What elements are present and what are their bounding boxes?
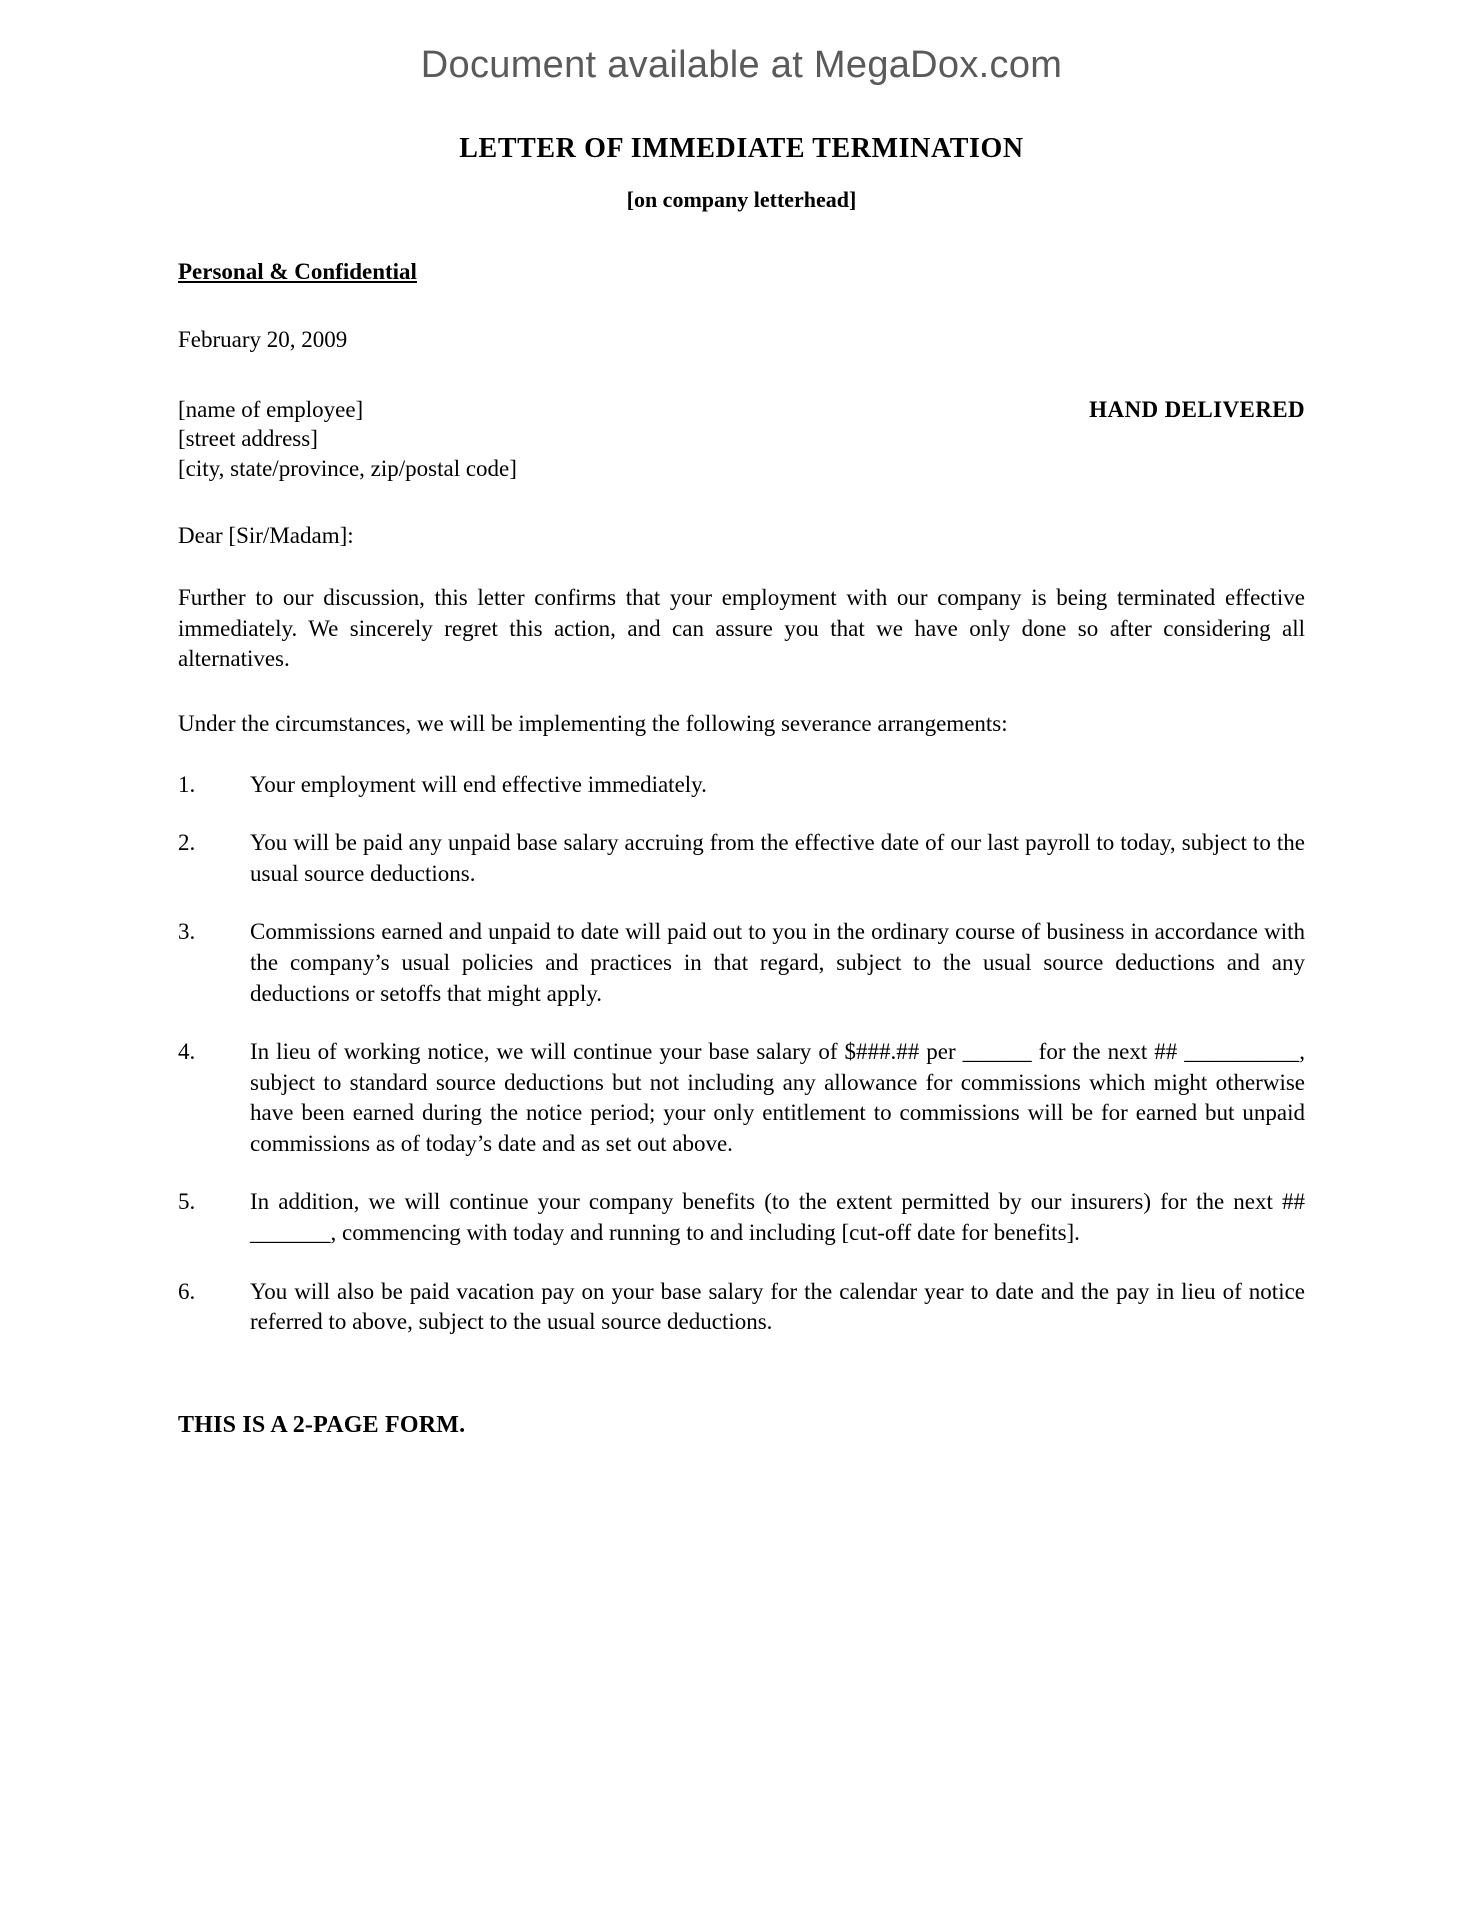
list-item-number: 5. <box>178 1189 196 1215</box>
list-item <box>178 917 1305 1009</box>
site-watermark: Document available at MegaDox.com <box>420 44 1063 86</box>
list-item-number: 2. <box>178 830 196 856</box>
list-item-text: In lieu of working notice, we will continue your base salary of $###.## per ______ for the next ## __________, subject to standard source deductions but not including any allowance for commissions which might otherwise have been earned during the notice period; your only entitlement to commissions will be for earned but unpaid commissions as of today’s date and as set out above. <box>250 1039 1305 1156</box>
list-item-text: Your employment will end effective immediately. <box>250 771 707 797</box>
form-length-note: THIS IS A 2-PAGE FORM. <box>178 1411 466 1438</box>
list-item <box>178 828 1305 889</box>
letter-date: February 20, 2009 <box>178 327 348 352</box>
page-subtitle: [on company letterhead] <box>626 187 857 212</box>
list-item <box>178 1277 1305 1338</box>
body-paragraph-2: Under the circumstances, we will be implementing the following severance arrangements: <box>178 711 1008 737</box>
list-item-text: You will also be paid vacation pay on your base salary for the calendar year to date and the pay in lieu of notice referred to above, subject to the usual source deductions. <box>250 1278 1305 1335</box>
recipient-name: [name of employee] <box>178 397 364 422</box>
list-item-number: 4. <box>178 1039 196 1065</box>
list-item-text: In addition, we will continue your company benefits (to the extent permitted by our insurers) for the next ## _______, commencing with today and running to and including [cut-off date for benefits]. <box>250 1189 1305 1245</box>
recipient-city-state-zip: [city, state/province, zip/postal code] <box>178 455 517 481</box>
list-item-text: You will be paid any unpaid base salary accruing from the effective date of our last payroll to today, subject to the usual source deductions. <box>250 830 1305 886</box>
list-item-number: 6. <box>178 1278 196 1304</box>
recipient-street: [street address] <box>178 426 318 452</box>
page-title: LETTER OF IMMEDIATE TERMINATION <box>459 133 1024 164</box>
list-item-number: 1. <box>178 771 196 797</box>
list-item <box>178 770 1305 801</box>
salutation: Dear [Sir/Madam]: <box>178 523 354 549</box>
document-body <box>0 133 1483 1439</box>
list-item-text: Commissions earned and unpaid to date will paid out to you in the ordinary course of business in accordance with the company’s usual policies and practices in that regard, subject to the usual source deductions and any deductions or setoffs that might apply. <box>250 919 1305 1006</box>
delivery-note: HAND DELIVERED <box>1089 397 1305 422</box>
list-item <box>178 1187 1305 1248</box>
confidential-label: Personal & Confidential <box>178 259 417 284</box>
body-paragraph-1: Further to our discussion, this letter confirms that your employment with our company is being terminated effective immediately. We sincerely regret this action, and can assure you that we have only done so after considering all alternatives. <box>178 585 1305 672</box>
list-item <box>178 1037 1305 1159</box>
list-item-number: 3. <box>178 919 196 945</box>
severance-list <box>178 770 1305 1338</box>
recipient-address-block <box>178 395 1305 483</box>
